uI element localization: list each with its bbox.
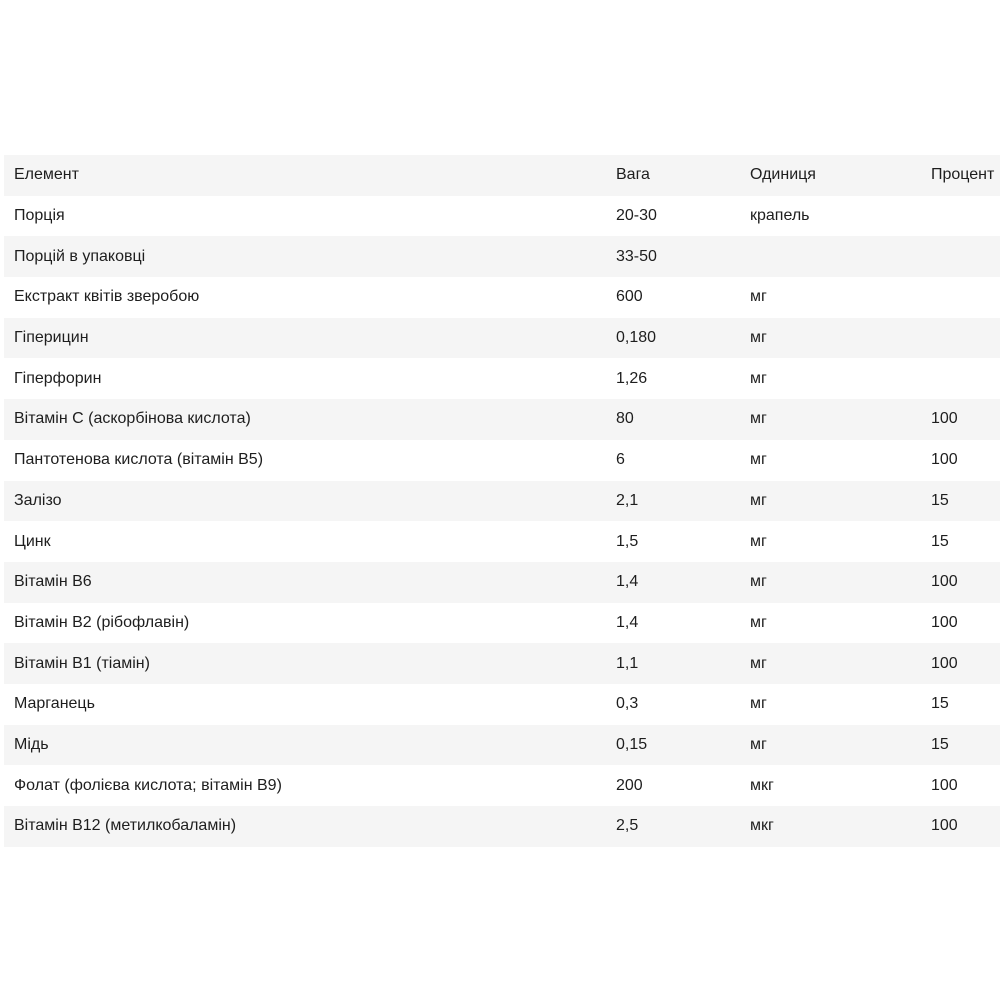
table-row	[4, 318, 1000, 359]
cell-unit: мг	[750, 451, 767, 469]
table-header-row	[4, 155, 1000, 196]
nutrition-table	[4, 155, 1000, 847]
cell-unit: мг	[750, 573, 767, 591]
cell-weight: 0,3	[616, 695, 639, 713]
cell-weight: 6	[616, 451, 625, 469]
cell-element: Вітамін C (аскорбінова кислота)	[14, 410, 251, 428]
table-row	[4, 603, 1000, 644]
cell-element: Фолат (фолієва кислота; вітамін B9)	[14, 776, 282, 794]
header-percent: Процент	[931, 166, 995, 184]
cell-unit: мг	[750, 613, 767, 631]
cell-weight: 1,4	[616, 573, 639, 591]
cell-percent: 100	[931, 451, 958, 469]
cell-unit: мкг	[750, 817, 774, 835]
table-row	[4, 562, 1000, 603]
cell-element: Вітамін B2 (рібофлавін)	[14, 613, 190, 631]
table-row	[4, 277, 1000, 318]
cell-weight: 1,26	[616, 369, 648, 387]
table-row	[4, 399, 1000, 440]
cell-unit: мкг	[750, 776, 774, 794]
cell-weight: 2,5	[616, 817, 639, 835]
cell-percent: 15	[931, 491, 949, 509]
cell-weight: 0,15	[616, 735, 648, 753]
header-unit: Одиниця	[750, 166, 816, 184]
cell-percent: 100	[931, 573, 958, 591]
cell-percent: 100	[931, 613, 958, 631]
cell-unit: мг	[750, 410, 767, 428]
cell-unit: мг	[750, 369, 767, 387]
cell-weight: 20-30	[616, 207, 657, 225]
cell-weight: 1,4	[616, 613, 639, 631]
cell-percent: 100	[931, 817, 958, 835]
cell-element: Вітамін B12 (метилкобаламін)	[14, 817, 237, 835]
table-row	[4, 481, 1000, 522]
cell-unit: мг	[750, 735, 767, 753]
header-weight: Вага	[616, 166, 650, 184]
table-row	[4, 521, 1000, 562]
table-row	[4, 196, 1000, 237]
cell-element: Мідь	[14, 735, 49, 753]
cell-weight: 1,5	[616, 532, 639, 550]
cell-unit: крапель	[750, 207, 810, 225]
cell-percent: 100	[931, 410, 958, 428]
table-row	[4, 440, 1000, 481]
cell-unit: мг	[750, 288, 767, 306]
cell-weight: 2,1	[616, 491, 639, 509]
table-row	[4, 806, 1000, 847]
cell-unit: мг	[750, 329, 767, 347]
table-row	[4, 765, 1000, 806]
cell-percent: 100	[931, 654, 958, 672]
cell-element: Залізо	[14, 491, 62, 509]
cell-weight: 200	[616, 776, 643, 794]
cell-element: Екстракт квітів звеpобою	[14, 288, 200, 306]
table-row	[4, 684, 1000, 725]
cell-percent: 100	[931, 776, 958, 794]
cell-weight: 0,180	[616, 329, 657, 347]
cell-unit: мг	[750, 491, 767, 509]
cell-element: Гіперицин	[14, 329, 89, 347]
cell-element: Вітамін B1 (тіамін)	[14, 654, 150, 672]
table-row	[4, 358, 1000, 399]
cell-weight: 600	[616, 288, 643, 306]
cell-percent: 15	[931, 735, 949, 753]
cell-weight: 80	[616, 410, 634, 428]
cell-element: Порцій в упаковці	[14, 247, 146, 265]
cell-element: Марганець	[14, 695, 95, 713]
table-row	[4, 643, 1000, 684]
table-row	[4, 725, 1000, 766]
cell-weight: 1,1	[616, 654, 639, 672]
table-row	[4, 236, 1000, 277]
header-element: Елемент	[14, 166, 79, 184]
cell-unit: мг	[750, 695, 767, 713]
cell-element: Пантотенова кислота (вітамін B5)	[14, 451, 264, 469]
cell-percent: 15	[931, 695, 949, 713]
cell-unit: мг	[750, 532, 767, 550]
cell-percent: 15	[931, 532, 949, 550]
cell-unit: мг	[750, 654, 767, 672]
cell-element: Гіперфорин	[14, 369, 102, 387]
cell-element: Цинк	[14, 532, 51, 550]
cell-element: Порція	[14, 207, 65, 225]
cell-element: Вітамін B6	[14, 573, 92, 591]
cell-weight: 33-50	[616, 247, 657, 265]
